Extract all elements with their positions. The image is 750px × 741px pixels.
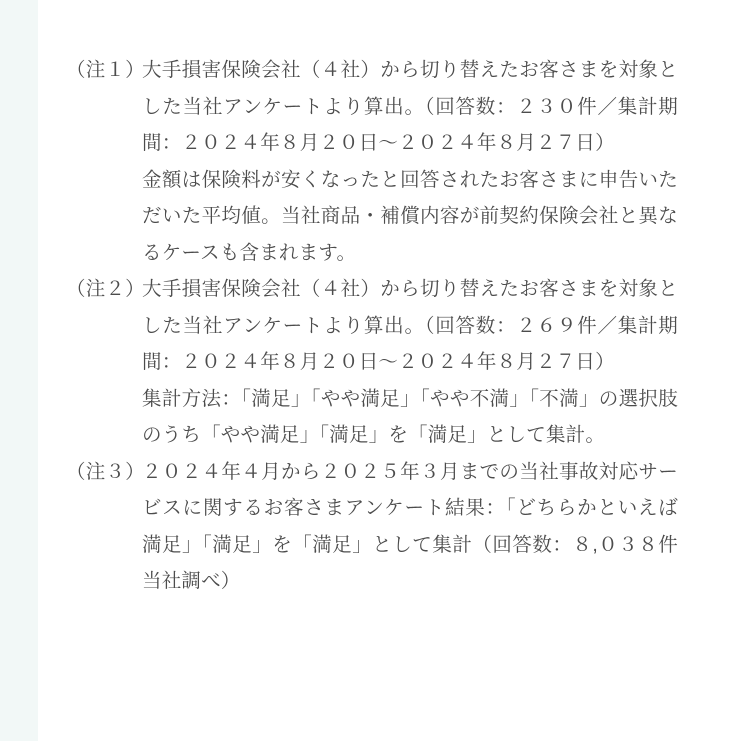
footnote-item <box>66 52 678 271</box>
footnote-paragraph: 大手損害保険会社（４社）から切り替えたお客さまを対象とした当社アンケートより算出。（回答数：２３０件／集計期間：２０２４年８月２０日～２０２４年８月２７日） <box>142 59 678 154</box>
footnote-marker: （注３） <box>66 460 145 483</box>
footnote-body <box>142 52 678 271</box>
footnote-paragraph: 金額は保険料が安くなったと回答されたお客さまに申告いただいた平均値。当社商品・補償内容が前契約保険会社と異なるケースも含まれます。 <box>142 168 678 264</box>
footnote-marker: （注１） <box>66 59 145 81</box>
footnote-paragraph: ２０２４年４月から２０２５年３月までの当社事故対応サービスに関するお客さまアンケート結果：「どちらかといえば満足」「満足」を「満足」として集計（回答数：８,０３８件 当社調べ） <box>142 460 698 592</box>
footnote-body <box>142 454 698 600</box>
footnote-item <box>66 271 678 454</box>
left-rail-decoration <box>0 0 38 741</box>
footnotes-section <box>66 52 698 600</box>
footnote-body <box>142 271 678 454</box>
footnote-paragraph: 集計方法：「満足」「やや満足」「やや不満」「不満」の選択肢のうち「やや満足」「満足」を「満足」として集計。 <box>142 387 678 446</box>
footnote-marker: （注２） <box>66 278 145 300</box>
footnote-paragraph: 大手損害保険会社（４社）から切り替えたお客さまを対象とした当社アンケートより算出。（回答数：２６９件／集計期間：２０２４年８月２０日～２０２４年８月２７日） <box>142 278 678 373</box>
footnote-item <box>66 454 698 600</box>
